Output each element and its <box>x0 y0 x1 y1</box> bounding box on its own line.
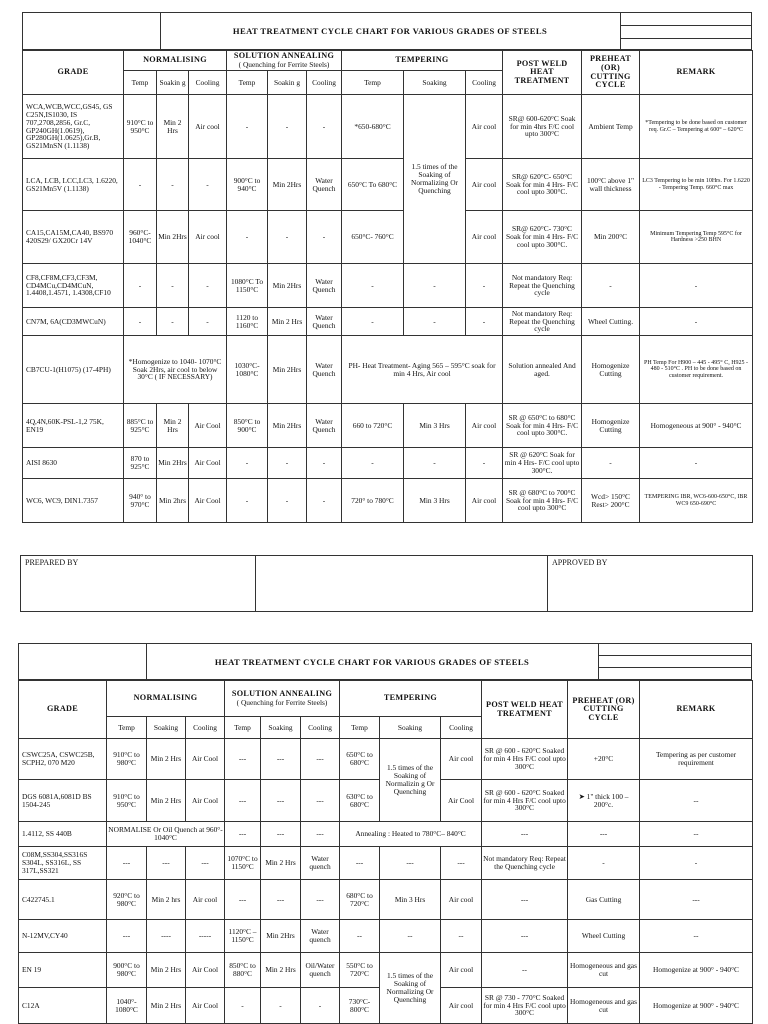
cell: - <box>342 308 404 336</box>
header-grade: GRADE <box>23 51 124 95</box>
cell: Water Quench <box>307 308 342 336</box>
cell: - <box>307 479 342 523</box>
cell: Min 3 Hrs <box>404 479 466 523</box>
cell: - <box>640 264 753 308</box>
subheader-soaking: Soakin g <box>157 71 189 95</box>
cell: --- <box>225 780 261 822</box>
cell: 720° to 780°C <box>342 479 404 523</box>
cell: Air Cool <box>186 988 225 1024</box>
table-row <box>23 308 753 336</box>
cell: --- <box>568 822 640 847</box>
subheader-soaking: Soaking <box>380 717 441 739</box>
table-row <box>23 336 753 404</box>
cell: Min 200°C <box>582 211 640 264</box>
cell: Min 2 Hrs <box>261 847 301 880</box>
cell: +20°C <box>568 739 640 780</box>
cell: Homogeneous and gas cut <box>568 988 640 1024</box>
cell: Not mandatory Req: Repeat the Quenching cycle <box>503 264 582 308</box>
cell: --- <box>482 822 568 847</box>
cell: ----- <box>186 920 225 953</box>
table-row <box>19 880 753 920</box>
cell: Water quench <box>301 920 340 953</box>
cell: Air cool <box>441 880 482 920</box>
cell: 940° to 970°C <box>124 479 157 523</box>
table-row <box>23 264 753 308</box>
cell: - <box>189 308 227 336</box>
cell: Solution annealed And aged. <box>503 336 582 404</box>
cell: - <box>466 264 503 308</box>
cell: - <box>261 988 301 1024</box>
grade-cell: 4Q,4N,60K-PSL-1,2 75K, EN19 <box>23 404 124 448</box>
cell: Min 2 hrs <box>147 880 186 920</box>
cell: 1120°C – 1150°C <box>225 920 261 953</box>
subheader-soaking: Soakin g <box>268 71 307 95</box>
cell: PH Temp For H900 – 445 - 495° C, H925 - 480 - 510°C . PH to be done based on customer requirement. <box>640 336 753 404</box>
subheader-temp: Temp <box>107 717 147 739</box>
table-row <box>23 159 753 211</box>
cell: --- <box>441 847 482 880</box>
cell: 1030°C- 1080°C <box>227 336 268 404</box>
cell: Min 2 Hrs <box>268 308 307 336</box>
cell: Not mandatory Req: Repeat the Quenching cycle <box>503 308 582 336</box>
cell: - <box>307 211 342 264</box>
heat-treatment-table-1 <box>22 50 753 523</box>
cell: Homogeneous at 900° - 940°C <box>640 404 753 448</box>
cell: - <box>582 264 640 308</box>
cell: SR@ 620°C- 730°C Soak for min 4 Hrs- F/C cool upto 300°C. <box>503 211 582 264</box>
grade-cell: CN7M, 6A(CD3MWCuN) <box>23 308 124 336</box>
cell: ➤ 1" thick 100 – 200°c. <box>568 780 640 822</box>
cell: 920°C to 980°C <box>107 880 147 920</box>
cell: Oil/Water quench <box>301 953 340 988</box>
cell: --- <box>261 780 301 822</box>
cell: LC3 Tempering to be min 10Hrs. For 1.6220 - Tempering Temp. 660°C max <box>640 159 753 211</box>
table-row <box>23 404 753 448</box>
table-row <box>19 953 753 988</box>
cell: Gas Cutting <box>568 880 640 920</box>
cell: Air Cool <box>186 780 225 822</box>
heat-treatment-table-2 <box>18 680 753 1024</box>
cell: --- <box>225 822 261 847</box>
cell: --- <box>301 739 340 780</box>
cell: --- <box>640 880 753 920</box>
cell: - <box>124 308 157 336</box>
cell: Min 2Hrs <box>268 336 307 404</box>
grade-cell: EN 19 <box>19 953 107 988</box>
table-row <box>19 847 753 880</box>
table-row <box>23 448 753 479</box>
prepared-by-label: PREPARED BY <box>25 558 79 567</box>
cell: *Tempering to be done based on customer req. Gr.C – Tempering at 600° – 620°C <box>640 95 753 159</box>
grade-cell: C422745.1 <box>19 880 107 920</box>
cell: - <box>466 308 503 336</box>
cell: Wheel Cutting. <box>582 308 640 336</box>
cell: Water Quench <box>307 264 342 308</box>
cell: 900°C to 940°C <box>227 159 268 211</box>
cell: Min 2 Hrs <box>147 953 186 988</box>
cell: Air cool <box>441 739 482 780</box>
table-row <box>19 920 753 953</box>
header-solution-annealing <box>227 51 342 71</box>
cell: Min 2Hrs <box>261 920 301 953</box>
cell: - <box>568 847 640 880</box>
subheader-soaking: Soaking <box>404 71 466 95</box>
cell: Wcd> 150°C Rest> 200°C <box>582 479 640 523</box>
cell: Air Cool <box>186 739 225 780</box>
subheader-soaking: Soaking <box>261 717 301 739</box>
cell: SR @ 650°C to 680°C Soak for min 4 Hrs- F/C cool upto 300°C. <box>503 404 582 448</box>
cell: - <box>157 308 189 336</box>
prepared-by-box <box>20 555 256 612</box>
grade-cell: CF8,CF8M,CF3,CF3M, CD4MCu,CD4MCuN, 1.4408,1.4571, 1.4308,CF10 <box>23 264 124 308</box>
title-rule-b-2 <box>598 667 752 668</box>
cell: SR @ 600 - 620°C Soaked for min 4 Hrs F/C cool upto 300°C <box>482 739 568 780</box>
cell: NORMALISE Or Oil Quench at 960°- 1040°C <box>107 822 225 847</box>
grade-cell: C08M,SS304,SS316S S304L, SS316L, SS 317L,SS321 <box>19 847 107 880</box>
cell: SR @ 600 - 620°C Soaked for min 4 Hrs F/C cool upto 300°C <box>482 780 568 822</box>
header-solution-annealing <box>225 681 340 717</box>
cell: 630°C to 680°C <box>340 780 380 822</box>
cell: Homogenize Cutting <box>582 336 640 404</box>
cell: Wheel Cutting <box>568 920 640 953</box>
grade-cell: DGS 6081A,6081D BS 1504-245 <box>19 780 107 822</box>
cell: Air cool <box>441 988 482 1024</box>
header-tempering: TEMPERING <box>340 681 482 717</box>
cell: Min 2 Hrs <box>147 739 186 780</box>
cell: *Homogenize to 1040- 1070°C Soak 2Hrs, air cool to below 30°C ( IF NECESSARY) <box>124 336 227 404</box>
cell: 1.5 times of the Soaking of Normalizing Or Quenching <box>380 953 441 1024</box>
cell: 1.5 times of the Soaking of Normalizin g Or Quenching <box>380 739 441 822</box>
cell: Min 2Hrs <box>157 448 189 479</box>
cell: - <box>227 211 268 264</box>
cell: Homogenize at 900° - 940°C <box>640 988 753 1024</box>
cell: PH- Heat Treatment- Aging 565 – 595°C soak for min 4 Hrs, Air cool <box>342 336 503 404</box>
table-row <box>23 211 753 264</box>
cell: -- <box>482 953 568 988</box>
cell: --- <box>225 739 261 780</box>
document-title-1: HEAT TREATMENT CYCLE CHART FOR VARIOUS GRADES OF STEELS <box>232 26 548 36</box>
approved-by-box <box>547 555 753 612</box>
cell: 550°C to 720°C <box>340 953 380 988</box>
subheader-cooling: Cooling <box>307 71 342 95</box>
subheader-cooling: Cooling <box>441 717 482 739</box>
cell: - <box>404 308 466 336</box>
cell: Min 2Hrs <box>268 404 307 448</box>
solution-annealing-note: ( Quenching for Ferrite Steels) <box>236 697 328 707</box>
grade-cell: 1.4112, SS 440B <box>19 822 107 847</box>
table-row <box>19 739 753 780</box>
cell: 850°C to 900°C <box>227 404 268 448</box>
cell: ---- <box>147 920 186 953</box>
cell: SR @ 680°C to 700°C Soak for min 4 Hrs- F/C cool upto 300°C <box>503 479 582 523</box>
cell: 900°C to 980°C <box>107 953 147 988</box>
cell: - <box>268 479 307 523</box>
cell: - <box>157 264 189 308</box>
cell: Min 2 Hrs <box>261 953 301 988</box>
title-divider-right-2 <box>598 643 599 680</box>
subheader-temp: Temp <box>227 71 268 95</box>
cell: Homogenize Cutting <box>582 404 640 448</box>
grade-cell: CA15,CA15M,CA40, BS970 420S29/ GX20Cr 14V <box>23 211 124 264</box>
table-row <box>19 822 753 847</box>
subheader-cooling: Cooling <box>186 717 225 739</box>
header-preheat: PREHEAT (OR) CUTTING CYCLE <box>582 51 640 95</box>
cell: - <box>268 448 307 479</box>
cell: - <box>268 95 307 159</box>
grade-cell: C12A <box>19 988 107 1024</box>
cell: 885°C to 925°C <box>124 404 157 448</box>
cell: Tempering as per customer requirement <box>640 739 753 780</box>
header-post-weld: POST WELD HEAT TREATMENT <box>482 681 568 739</box>
cell: - <box>189 159 227 211</box>
cell: Water Quench <box>307 336 342 404</box>
header-remark: REMARK <box>640 681 753 739</box>
cell: SR@ 620°C- 650°C Soak for min 4 Hrs- F/C cool upto 300°C. <box>503 159 582 211</box>
cell: --- <box>107 920 147 953</box>
grade-cell: N-12MV,CY40 <box>19 920 107 953</box>
cell: Homogeneous and gas cut <box>568 953 640 988</box>
cell: -- <box>640 780 753 822</box>
cell: -- <box>441 920 482 953</box>
cell: --- <box>261 880 301 920</box>
cell: - <box>640 308 753 336</box>
cell: Air cool <box>466 211 503 264</box>
cell: 1070°C to 1150°C <box>225 847 261 880</box>
cell: Water Quench <box>307 159 342 211</box>
title-rule-a-2 <box>598 655 752 656</box>
title-divider-right-1 <box>620 12 621 50</box>
subheader-temp: Temp <box>124 71 157 95</box>
cell: Air cool <box>466 479 503 523</box>
cell: Min 2 Hrs <box>157 95 189 159</box>
cell: - <box>582 448 640 479</box>
cell: 650°C to 680°C <box>340 739 380 780</box>
cell: Air Cool <box>189 448 227 479</box>
cell: 650°C- 760°C <box>342 211 404 264</box>
cell: 870 to 925°C <box>124 448 157 479</box>
cell: - <box>227 95 268 159</box>
title-rule-a-1 <box>620 25 752 26</box>
header-normalising: NORMALISING <box>124 51 227 71</box>
cell: - <box>268 211 307 264</box>
document-title-2: HEAT TREATMENT CYCLE CHART FOR VARIOUS GRADES OF STEELS <box>214 657 530 667</box>
cell: - <box>342 264 404 308</box>
cell: - <box>227 448 268 479</box>
cell: SR@ 600-620°C Soak for min 4hrs F/C cool upto 300°C <box>503 95 582 159</box>
cell: Annealing : Heated to 780°C– 840°C <box>340 822 482 847</box>
grade-cell: WCA,WCB,WCC,GS45, GS C25N,IS1030, IS 707,2708,2856, Gr.C, GP240GH(1.0619), GP280GH(1.0625),Gr.B, GS21MnSN (1.1138) <box>23 95 124 159</box>
cell: --- <box>380 847 441 880</box>
cell: - <box>342 448 404 479</box>
cell: - <box>189 264 227 308</box>
approved-by-label: APPROVED BY <box>552 558 608 567</box>
cell: - <box>124 264 157 308</box>
table-row <box>23 479 753 523</box>
header-grade: GRADE <box>19 681 107 739</box>
header-remark: REMARK <box>640 51 753 95</box>
cell: - <box>466 448 503 479</box>
cell: Water quench <box>301 847 340 880</box>
cell: - <box>640 847 753 880</box>
cell: - <box>124 159 157 211</box>
cell: Air cool <box>441 953 482 988</box>
cell: Water Quench <box>307 404 342 448</box>
cell: Air Cool <box>189 404 227 448</box>
cell: 680°C to 720°C <box>340 880 380 920</box>
cell: - <box>227 479 268 523</box>
header-tempering: TEMPERING <box>342 51 503 71</box>
cell: 960°C- 1040°C <box>124 211 157 264</box>
cell: Air Cool <box>189 479 227 523</box>
cell: Air Cool <box>186 953 225 988</box>
cell: TEMPERING IBR, WC6-600-650°C, IBR WC9 650-690°C <box>640 479 753 523</box>
cell: 1120 to 1160°C <box>227 308 268 336</box>
grade-cell: LCA, LCB, LCC,LC3, 1.6220, GS21Mn5V (1.1138) <box>23 159 124 211</box>
cell: - <box>307 95 342 159</box>
cell: -- <box>640 920 753 953</box>
subheader-temp: Temp <box>225 717 261 739</box>
cell: - <box>307 448 342 479</box>
cell: - <box>157 159 189 211</box>
cell: Min 2Hrs <box>268 264 307 308</box>
cell: --- <box>482 920 568 953</box>
cell: SR @ 730 - 770°C Soaked for min 4 Hrs F/C cool upto 300°C <box>482 988 568 1024</box>
solution-annealing-note: ( Quenching for Ferrite Steels) <box>238 59 330 69</box>
grade-cell: WC6, WC9, DIN1.7357 <box>23 479 124 523</box>
cell: Min 2 Hrs <box>157 404 189 448</box>
cell: Air cool <box>186 880 225 920</box>
cell: Min 3 Hrs <box>380 880 441 920</box>
cell: Not mandatory Req: Repeat the Quenching cycle <box>482 847 568 880</box>
subheader-soaking: Soaking <box>147 717 186 739</box>
cell: 1040°- 1080°C <box>107 988 147 1024</box>
cell: 730°C- 800°C <box>340 988 380 1024</box>
cell: Ambient Temp <box>582 95 640 159</box>
cell: --- <box>186 847 225 880</box>
cell: 660 to 720°C <box>342 404 404 448</box>
cell: --- <box>340 847 380 880</box>
cell: Air cool <box>466 159 503 211</box>
header-preheat: PREHEAT (OR) CUTTING CYCLE <box>568 681 640 739</box>
cell: -- <box>340 920 380 953</box>
cell: Min 2Hrs <box>157 211 189 264</box>
cell: 100°C above 1" wall thickness <box>582 159 640 211</box>
cell: -- <box>380 920 441 953</box>
header-post-weld: POST WELD HEAT TREATMENT <box>503 51 582 95</box>
cell: 910°C to 950°C <box>124 95 157 159</box>
cell: --- <box>482 880 568 920</box>
cell: Min 2 Hrs <box>147 780 186 822</box>
grade-cell: AISI 8630 <box>23 448 124 479</box>
cell: Air cool <box>189 95 227 159</box>
cell: 850°C to 880°C <box>225 953 261 988</box>
cell: --- <box>225 880 261 920</box>
grade-cell: CSWC25A, CSWC25B, SCPH2, 070 M20 <box>19 739 107 780</box>
cell: --- <box>301 822 340 847</box>
subheader-temp: Temp <box>340 717 380 739</box>
subheader-cooling: Cooling <box>466 71 503 95</box>
cell: 1080°C To 1150°C <box>227 264 268 308</box>
cell: --- <box>261 822 301 847</box>
subheader-cooling: Cooling <box>301 717 340 739</box>
cell: --- <box>301 880 340 920</box>
cell: 650°C To 680°C <box>342 159 404 211</box>
cell: - <box>301 988 340 1024</box>
header-normalising: NORMALISING <box>107 681 225 717</box>
cell: Homogenize at 900° - 940°C <box>640 953 753 988</box>
cell: SR @ 620°C Soak for min 4 Hrs- F/C cool upto 300°C. <box>503 448 582 479</box>
solution-annealing-label: SOLUTION ANNEALING <box>233 51 335 61</box>
subheader-temp: Temp <box>342 71 404 95</box>
cell: Air cool <box>189 211 227 264</box>
cell: --- <box>147 847 186 880</box>
cell: Min 2Hrs <box>268 159 307 211</box>
cell: Air Cool <box>441 780 482 822</box>
cell: Min 2hrs <box>157 479 189 523</box>
cell: --- <box>107 847 147 880</box>
cell: Minimum Tempering Temp 595°C for Hardness >250 BHN <box>640 211 753 264</box>
cell: --- <box>261 739 301 780</box>
cell: Air cool <box>466 95 503 159</box>
table-row <box>23 95 753 159</box>
cell: 910°C to 980°C <box>107 739 147 780</box>
title-rule-b-1 <box>620 38 752 39</box>
cell: -- <box>640 822 753 847</box>
cell: *650-680°C <box>342 95 404 159</box>
middle-sign-box <box>255 555 548 612</box>
cell: - <box>404 264 466 308</box>
cell: Air cool <box>466 404 503 448</box>
cell: Min 3 Hrs <box>404 404 466 448</box>
solution-annealing-label: SOLUTION ANNEALING <box>231 689 333 699</box>
cell: - <box>404 448 466 479</box>
cell: --- <box>301 780 340 822</box>
cell: 1.5 times of the Soaking of Normalizing Or Quenching <box>404 95 466 264</box>
cell: - <box>640 448 753 479</box>
grade-cell: CB7CU-1(H1075) (17-4PH) <box>23 336 124 404</box>
cell: Min 2 Hrs <box>147 988 186 1024</box>
cell: - <box>225 988 261 1024</box>
subheader-cooling: Cooling <box>189 71 227 95</box>
cell: 910°C to 950°C <box>107 780 147 822</box>
